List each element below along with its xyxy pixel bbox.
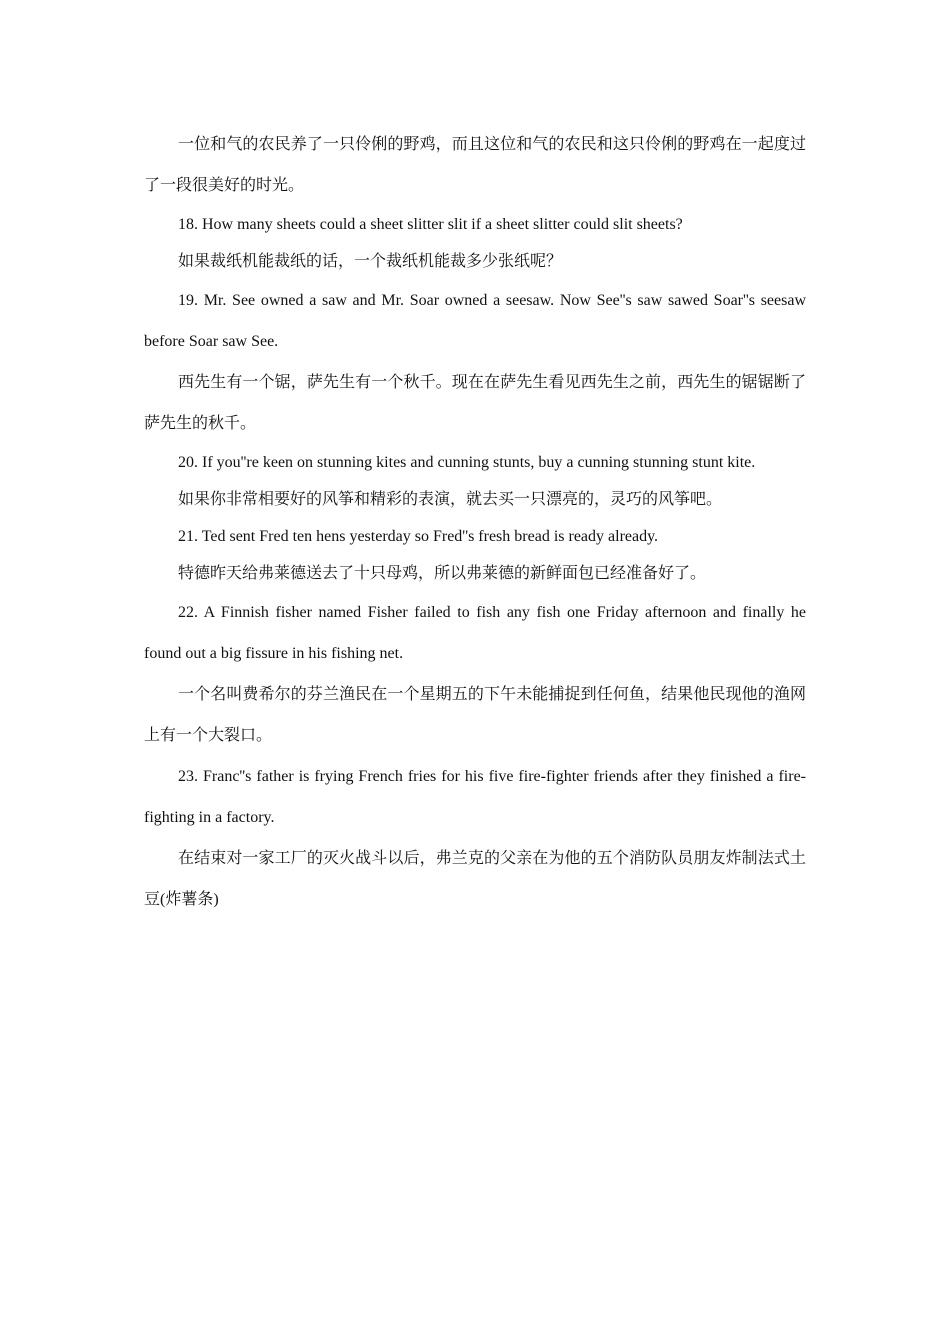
document-page — [144, 124, 806, 920]
paragraph-19-chinese: 西先生有一个锯，萨先生有一个秋千。现在在萨先生看见西先生之前，西先生的锯锯断了萨先生的秋千。 — [144, 374, 806, 432]
paragraph-23-chinese: 在结束对一家工厂的灭火战斗以后，弗兰克的父亲在为他的五个消防队员朋友炸制法式土豆(炸薯条) — [144, 850, 806, 908]
paragraph-22-english: 22. A Finnish fisher named Fisher failed to fish any fish one Friday afternoon and finally he found out a big fissure in his fishing net. — [144, 604, 806, 662]
paragraph-23-english: 23. Franc''s father is frying French fries for his five fire-fighter friends after they finished a fire-fighting in a factory. — [144, 768, 806, 826]
paragraph-21-english: 21. Ted sent Fred ten hens yesterday so Fred''s fresh bread is ready already. — [178, 528, 659, 545]
paragraph-22-chinese: 一个名叫费希尔的芬兰渔民在一个星期五的下午未能捕捉到任何鱼，结果他民现他的渔网上有一个大裂口。 — [144, 686, 806, 744]
paragraph-pheasant-chinese: 一位和气的农民养了一只伶俐的野鸡，而且这位和气的农民和这只伶俐的野鸡在一起度过了一段很美好的时光。 — [144, 136, 806, 194]
paragraph-19-english: 19. Mr. See owned a saw and Mr. Soar owned a seesaw. Now See''s saw sawed Soar''s seesaw before Soar saw See. — [144, 292, 806, 350]
paragraph-18-chinese: 如果裁纸机能裁纸的话，一个裁纸机能裁多少张纸呢？ — [178, 253, 563, 270]
paragraph-18-english: 18. How many sheets could a sheet slitter slit if a sheet slitter could slit sheets? — [178, 216, 683, 233]
paragraph-20-english: 20. If you''re keen on stunning kites and cunning stunts, buy a cunning stunning stunt kite. — [178, 454, 756, 471]
paragraph-20-chinese: 如果你非常相要好的风筝和精彩的表演，就去买一只漂亮的，灵巧的风筝吧。 — [178, 491, 723, 508]
paragraph-21-chinese: 特德昨天给弗莱德送去了十只母鸡，所以弗莱德的新鲜面包已经准备好了。 — [178, 565, 707, 582]
